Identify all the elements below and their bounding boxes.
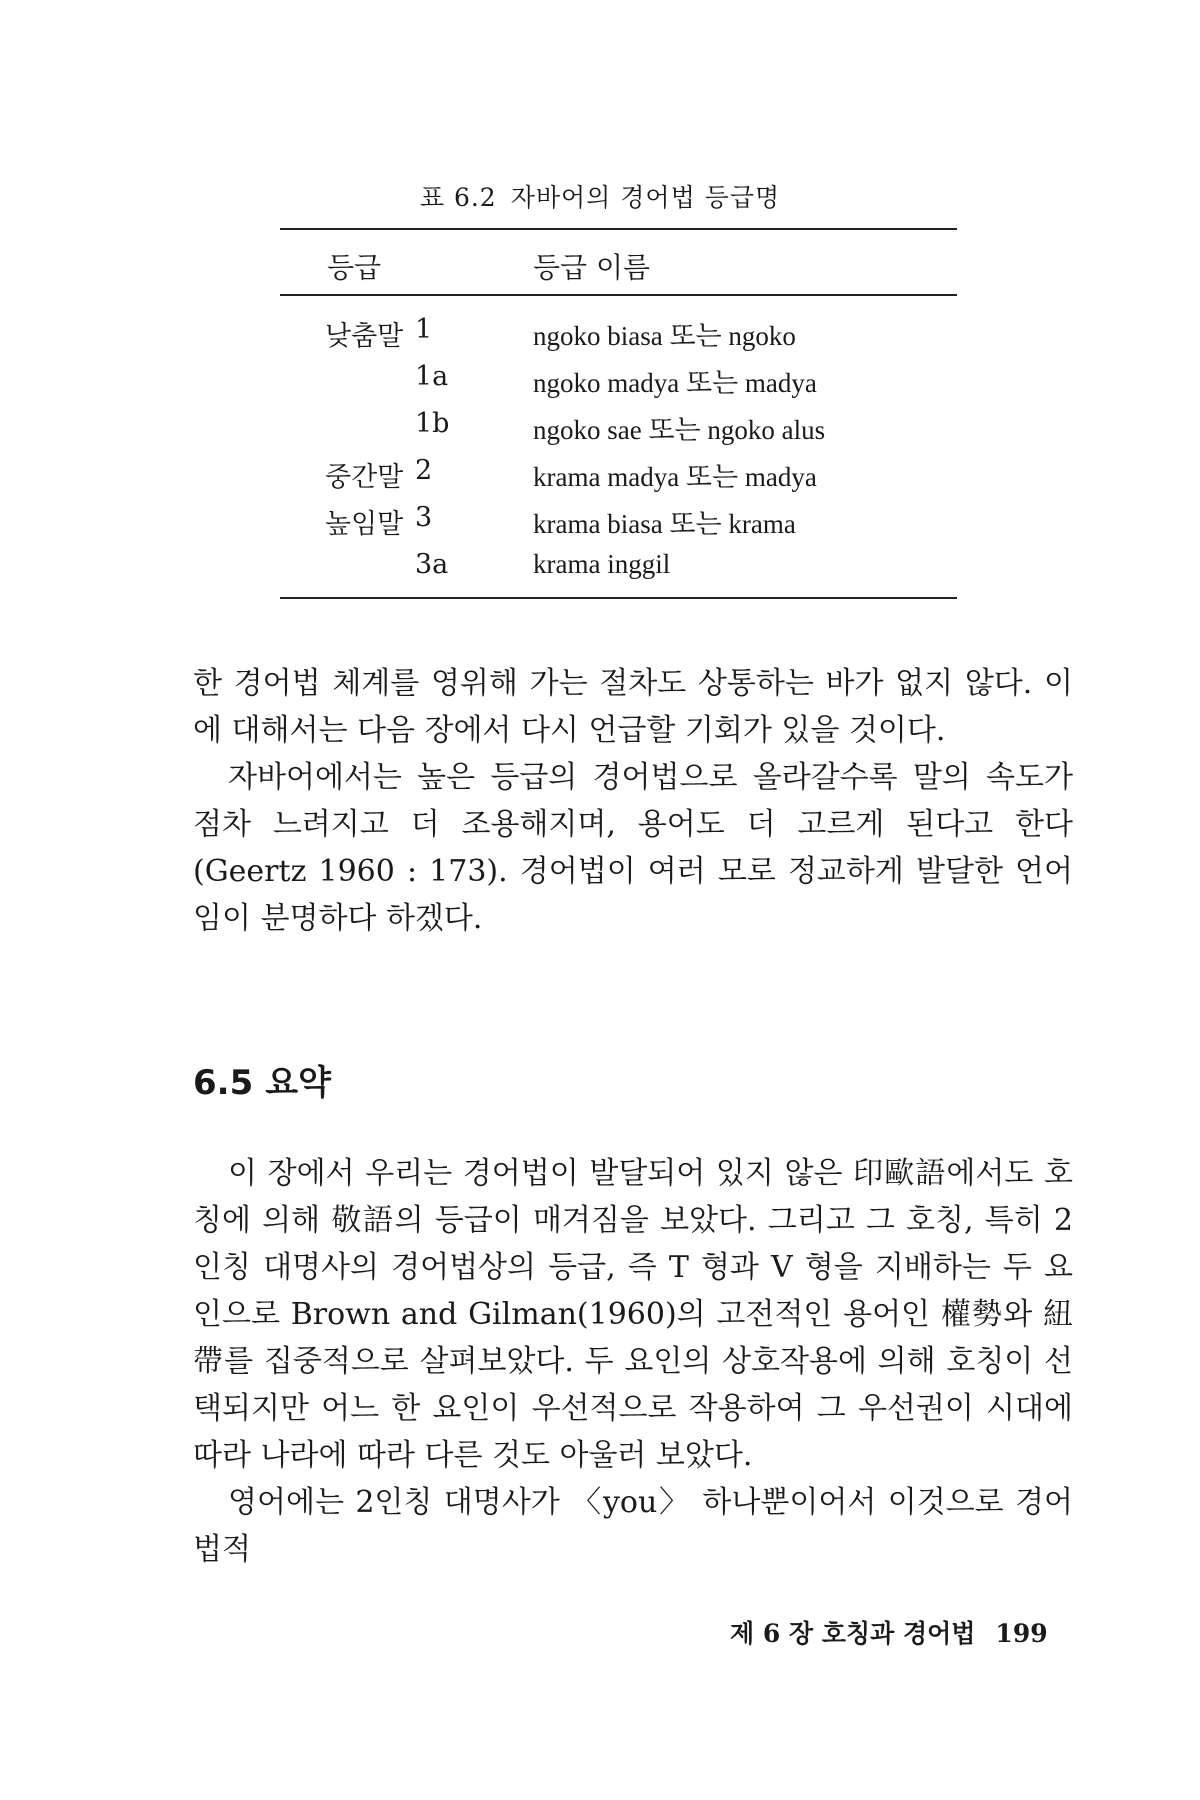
body-text-block	[193, 660, 1073, 942]
paragraph: 한 경어법 체계를 영위해 가는 절차도 상통하는 바가 없지 않다. 이에 대해서는 다음 장에서 다시 언급할 기회가 있을 것이다.	[193, 666, 1073, 748]
table-bottom-rule	[280, 597, 957, 599]
section-heading	[193, 1055, 331, 1104]
table-row	[0, 449, 1200, 496]
table-row	[0, 308, 1200, 355]
level-name: krama inggil	[533, 549, 671, 579]
level-label: 높임말	[325, 509, 404, 540]
running-footer-chapter: 제 6 장 호칭과 경어법	[730, 1619, 976, 1648]
paragraph: 자바어에서는 높은 등급의 경어법으로 올라갈수록 말의 속도가 점차 느려지고 더 조용해지며, 용어도 더 고르게 된다고 한다(Geertz 1960 : 173). 경어법이 여러 모로 정교하게 발달한 언어임이 분명하다 하겠다.	[193, 760, 1073, 936]
level-name: ngoko madya 또는 madya	[533, 368, 817, 398]
level-name: krama biasa 또는 krama	[533, 509, 796, 539]
table-caption	[0, 178, 1200, 214]
level-code: 3	[415, 502, 433, 533]
level-code: 1a	[415, 361, 449, 392]
page-footer	[730, 1614, 1050, 1650]
level-name: krama madya 또는 madya	[533, 462, 817, 492]
table-top-rule	[280, 228, 957, 230]
table-number: 표 6.2	[419, 183, 497, 212]
section-number: 6.5	[193, 1063, 254, 1103]
table-header-name: 등급 이름	[533, 251, 651, 284]
paragraph: 이 장에서 우리는 경어법이 발달되어 있지 않은 印歐語에서도 호칭에 의해 敬語의 등급이 매겨짐을 보았다. 그리고 그 호칭, 특히 2인칭 대명사의 경어법상의 등급, 즉 T 형과 V 형을 지배하는 두 요인으로 Brown and Gilman(1960)의 고전적인 용어인 權勢와 紐帶를 집중적으로 살펴보았다. 두 요인의 상호작용에 의해 호칭이 선택되지만 어느 한 요인이 우선적으로 작용하여 그 우선권이 시대에 따라 나라에 따라 다른 것도 아울러 보았다.	[193, 1156, 1073, 1473]
level-name: ngoko sae 또는 ngoko alus	[533, 415, 826, 445]
table-row	[0, 543, 1200, 590]
table-row	[0, 402, 1200, 449]
level-label: 낮춤말	[325, 321, 404, 352]
level-code: 3a	[415, 549, 449, 580]
level-code: 2	[415, 455, 433, 486]
section-title: 요약	[265, 1063, 331, 1103]
level-code: 1	[415, 314, 433, 345]
level-name: ngoko biasa 또는 ngoko	[533, 321, 796, 351]
table-row	[0, 496, 1200, 543]
summary-text-block	[193, 1150, 1073, 1573]
level-label: 중간말	[325, 462, 404, 493]
level-code: 1b	[415, 408, 450, 439]
table-header-rule	[280, 294, 957, 296]
table-row	[0, 355, 1200, 402]
table-body	[0, 308, 1200, 590]
page-number: 199	[995, 1619, 1048, 1648]
table-header-level: 등급	[327, 251, 382, 284]
paragraph: 영어에는 2인칭 대명사가 〈you〉 하나뿐이어서 이것으로 경어법적	[193, 1485, 1073, 1567]
table-title: 자바어의 경어법 등급명	[510, 183, 781, 212]
